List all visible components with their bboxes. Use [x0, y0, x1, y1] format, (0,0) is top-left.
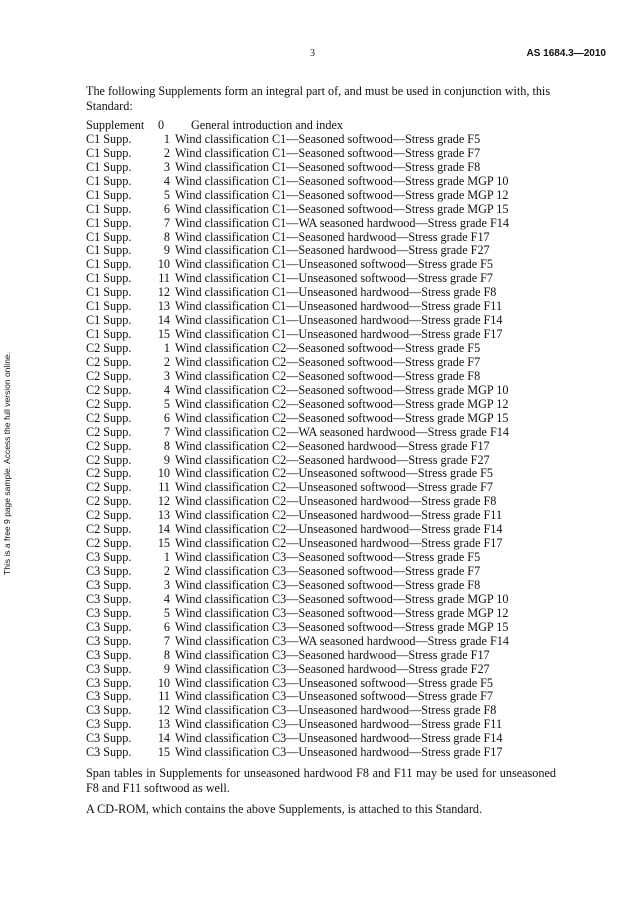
supplement-number: 3	[163, 577, 170, 592]
standard-reference: AS 1684.3—2010	[526, 48, 606, 59]
supplement-row	[86, 746, 556, 760]
supplement-number: 9	[163, 661, 170, 676]
supplement-label: C1 Supp.	[86, 215, 132, 230]
supplement-number: 14	[157, 522, 170, 537]
supplement-description: Wind classification C1—Seasoned softwood—Stress grade F7	[175, 145, 481, 160]
supplement-label: C3 Supp.	[86, 564, 132, 578]
supplement-number: 2	[163, 354, 170, 369]
supplement-description: General introduction and index	[191, 118, 343, 132]
supplement-label: C1 Supp.	[86, 299, 132, 314]
supplement-number: 11	[158, 689, 170, 704]
supplement-description: Wind classification C1—Seasoned softwood—Stress grade MGP 12	[175, 187, 509, 202]
supplement-description: Wind classification C3—Seasoned softwood—Stress grade F7	[175, 564, 481, 578]
supplement-description: Wind classification C3—Unseasoned hardwood—Stress grade F11	[175, 717, 503, 732]
supplement-number: 14	[157, 313, 170, 328]
supplement-description: Wind classification C3—WA seasoned hardwood—Stress grade F14	[175, 633, 509, 648]
supplement-row	[86, 328, 556, 342]
supplement-row	[86, 370, 556, 384]
supplement-row	[86, 203, 556, 217]
supplement-number: 13	[157, 508, 170, 523]
supplement-row	[86, 258, 556, 272]
supplement-label: C2 Supp.	[86, 354, 132, 369]
sample-side-note: This is a free 9 page sample. Access the full version online.	[2, 351, 12, 575]
supplement-row	[86, 231, 556, 245]
supplement-description: Wind classification C3—Seasoned softwood—Stress grade MGP 10	[175, 591, 509, 606]
supplement-number: 6	[163, 619, 170, 634]
supplement-row	[86, 704, 556, 718]
supplement-number: 13	[157, 299, 170, 314]
supplement-label: C1 Supp.	[86, 271, 132, 286]
supplement-label: C3 Supp.	[86, 591, 132, 606]
supplement-row	[86, 426, 556, 440]
supplement-number: 4	[163, 591, 170, 606]
supplement-label: C3 Supp.	[86, 689, 132, 704]
supplement-number: 7	[163, 633, 170, 648]
intro-paragraph: The following Supplements form an integral part of, and must be used in conjunction with, this Standard:	[86, 84, 551, 113]
supplement-label: C3 Supp.	[86, 731, 132, 746]
supplement-row	[86, 342, 556, 356]
supplement-label: C2 Supp.	[86, 466, 132, 481]
supplement-label: C2 Supp.	[86, 522, 132, 537]
supplement-row	[86, 356, 556, 370]
supplement-number: 8	[163, 229, 170, 244]
supplement-description: Wind classification C3—Seasoned hardwood—Stress grade F27	[175, 661, 490, 676]
supplement-description: Wind classification C1—Unseasoned softwood—Stress grade F5	[175, 257, 494, 272]
supplement-number: 4	[163, 382, 170, 397]
supplement-number: 5	[163, 396, 170, 411]
supplement-label: C3 Supp.	[86, 717, 132, 732]
supplement-row	[86, 663, 556, 677]
supplement-description: Wind classification C3—Seasoned hardwood—Stress grade F17	[175, 647, 490, 662]
supplement-label: C2 Supp.	[86, 368, 132, 383]
supplement-row	[86, 635, 556, 649]
supplement-number: 4	[163, 173, 170, 188]
supplement-row	[86, 119, 556, 133]
supplement-row	[86, 384, 556, 398]
supplement-label: C3 Supp.	[86, 661, 132, 676]
supplement-number: 6	[163, 201, 170, 216]
supplement-number: 15	[157, 536, 170, 551]
supplement-description: Wind classification C3—Unseasoned softwood—Stress grade F5	[175, 675, 494, 690]
supplement-number: 0	[158, 118, 165, 132]
supplement-label: C1 Supp.	[86, 159, 132, 174]
supplement-row	[86, 718, 556, 732]
supplement-number: 1	[163, 341, 170, 355]
supplement-description: Wind classification C2—Unseasoned hardwood—Stress grade F14	[175, 522, 503, 537]
supplement-label: C1 Supp.	[86, 145, 132, 160]
supplement-label: C1 Supp.	[86, 201, 132, 216]
supplement-description: Wind classification C2—Seasoned softwood—Stress grade MGP 12	[175, 396, 509, 411]
supplement-row	[86, 649, 556, 663]
supplement-number: 12	[157, 285, 170, 300]
supplement-label: C2 Supp.	[86, 508, 132, 523]
supplement-description: Wind classification C1—Unseasoned softwood—Stress grade F7	[175, 271, 494, 286]
supplement-label: C1 Supp.	[86, 313, 132, 328]
supplement-label: C3 Supp.	[86, 619, 132, 634]
supplement-row	[86, 147, 556, 161]
supplement-label: C3 Supp.	[86, 647, 132, 662]
supplement-description: Wind classification C1—Seasoned softwood—Stress grade MGP 10	[175, 173, 509, 188]
supplement-label: C2 Supp.	[86, 396, 132, 411]
supplement-label: C2 Supp.	[86, 410, 132, 425]
supplement-number: 6	[163, 410, 170, 425]
supplement-description: Wind classification C3—Unseasoned hardwood—Stress grade F17	[175, 745, 503, 760]
supplement-label: C1 Supp.	[86, 327, 132, 342]
supplement-row	[86, 467, 556, 481]
supplement-label: C1 Supp.	[86, 229, 132, 244]
supplement-label: C2 Supp.	[86, 480, 132, 495]
supplement-row	[86, 175, 556, 189]
supplement-label: C1 Supp.	[86, 285, 132, 300]
supplement-label: C3 Supp.	[86, 703, 132, 718]
supplement-row	[86, 481, 556, 495]
supplement-number: 9	[163, 243, 170, 258]
supplement-number: 9	[163, 452, 170, 467]
supplement-number: 15	[157, 327, 170, 342]
supplements-list	[86, 119, 556, 760]
supplement-description: Wind classification C1—WA seasoned hardwood—Stress grade F14	[175, 215, 509, 230]
supplement-row	[86, 272, 556, 286]
supplement-row	[86, 189, 556, 203]
page-content	[86, 84, 556, 817]
supplement-number: 12	[157, 494, 170, 509]
supplement-row	[86, 495, 556, 509]
supplement-number: 2	[163, 564, 170, 578]
supplement-description: Wind classification C2—Seasoned hardwood—Stress grade F17	[175, 438, 490, 453]
supplement-row	[86, 523, 556, 537]
supplement-number: 7	[163, 424, 170, 439]
supplement-description: Wind classification C1—Unseasoned hardwood—Stress grade F11	[175, 299, 503, 314]
supplement-description: Wind classification C2—Seasoned softwood—Stress grade F5	[175, 341, 481, 355]
supplement-description: Wind classification C1—Unseasoned hardwood—Stress grade F17	[175, 327, 503, 342]
supplement-label: C1 Supp.	[86, 173, 132, 188]
supplement-description: Wind classification C2—Unseasoned hardwood—Stress grade F11	[175, 508, 503, 523]
supplement-label: C2 Supp.	[86, 452, 132, 467]
supplement-number: 5	[163, 605, 170, 620]
supplement-label: C3 Supp.	[86, 550, 132, 565]
supplement-number: 8	[163, 438, 170, 453]
supplement-number: 10	[157, 466, 170, 481]
supplement-number: 14	[157, 731, 170, 746]
supplement-row	[86, 440, 556, 454]
supplement-description: Wind classification C3—Seasoned softwood—Stress grade F8	[175, 577, 481, 592]
supplement-description: Wind classification C1—Unseasoned hardwood—Stress grade F14	[175, 313, 503, 328]
supplement-label: C3 Supp.	[86, 605, 132, 620]
supplement-description: Wind classification C2—Seasoned hardwood—Stress grade F27	[175, 452, 490, 467]
supplement-label: C2 Supp.	[86, 341, 132, 355]
span-tables-note: Span tables in Supplements for unseasoned hardwood F8 and F11 may be used for unseasoned F8 and F11 softwood as well.	[86, 766, 556, 796]
supplement-description: Wind classification C2—Seasoned softwood—Stress grade F7	[175, 354, 481, 369]
supplement-label: C2 Supp.	[86, 382, 132, 397]
supplement-description: Wind classification C2—Unseasoned softwood—Stress grade F7	[175, 480, 494, 495]
cdrom-note: A CD-ROM, which contains the above Supplements, is attached to this Standard.	[86, 802, 483, 817]
supplement-row	[86, 412, 556, 426]
supplement-row	[86, 565, 556, 579]
supplement-number: 1	[163, 131, 170, 146]
supplement-row	[86, 398, 556, 412]
supplement-description: Wind classification C3—Unseasoned softwood—Stress grade F7	[175, 689, 494, 704]
supplement-label: C2 Supp.	[86, 536, 132, 551]
supplement-label: C3 Supp.	[86, 577, 132, 592]
supplement-description: Wind classification C1—Seasoned softwood—Stress grade MGP 15	[175, 201, 509, 216]
supplement-description: Wind classification C1—Seasoned softwood—Stress grade F8	[175, 159, 481, 174]
supplement-description: Wind classification C3—Unseasoned hardwood—Stress grade F8	[175, 703, 497, 718]
supplement-number: 7	[163, 215, 170, 230]
supplement-row	[86, 537, 556, 551]
supplement-description: Wind classification C1—Seasoned softwood—Stress grade F5	[175, 131, 481, 146]
supplement-number: 11	[158, 271, 170, 286]
supplement-row	[86, 607, 556, 621]
supplement-description: Wind classification C2—Seasoned softwood—Stress grade F8	[175, 368, 481, 383]
supplement-label: C1 Supp.	[86, 187, 132, 202]
supplement-description: Wind classification C3—Seasoned softwood—Stress grade MGP 12	[175, 605, 509, 620]
supplement-description: Wind classification C3—Seasoned softwood—Stress grade MGP 15	[175, 619, 509, 634]
supplement-label: C3 Supp.	[86, 675, 132, 690]
supplement-row	[86, 244, 556, 258]
supplement-description: Wind classification C2—Unseasoned hardwood—Stress grade F17	[175, 536, 503, 551]
supplement-row	[86, 732, 556, 746]
supplement-row	[86, 509, 556, 523]
supplement-description: Wind classification C2—Seasoned softwood—Stress grade MGP 15	[175, 410, 509, 425]
supplement-number: 3	[163, 368, 170, 383]
supplement-row	[86, 677, 556, 691]
supplement-row	[86, 300, 556, 314]
supplement-number: 5	[163, 187, 170, 202]
supplement-number: 3	[163, 159, 170, 174]
supplement-number: 1	[163, 550, 170, 565]
supplement-description: Wind classification C3—Seasoned softwood—Stress grade F5	[175, 550, 481, 565]
supplement-description: Wind classification C1—Unseasoned hardwood—Stress grade F8	[175, 285, 497, 300]
supplement-label: C2 Supp.	[86, 494, 132, 509]
supplement-number: 10	[157, 257, 170, 272]
supplement-description: Wind classification C2—WA seasoned hardwood—Stress grade F14	[175, 424, 509, 439]
supplement-number: 10	[157, 675, 170, 690]
page-number: 3	[310, 48, 315, 59]
supplement-row	[86, 133, 556, 147]
supplement-label: C3 Supp.	[86, 633, 132, 648]
supplement-number: 12	[157, 703, 170, 718]
supplement-number: 15	[157, 745, 170, 760]
supplement-row	[86, 593, 556, 607]
supplement-label: C3 Supp.	[86, 745, 132, 760]
supplement-number: 8	[163, 647, 170, 662]
supplement-row	[86, 621, 556, 635]
supplement-row	[86, 314, 556, 328]
supplement-row	[86, 579, 556, 593]
supplement-row	[86, 551, 556, 565]
supplement-label: Supplement	[86, 118, 145, 132]
supplement-number: 13	[157, 717, 170, 732]
supplement-row	[86, 161, 556, 175]
supplement-description: Wind classification C2—Seasoned softwood—Stress grade MGP 10	[175, 382, 509, 397]
supplement-label: C1 Supp.	[86, 257, 132, 272]
supplement-label: C2 Supp.	[86, 424, 132, 439]
supplement-row	[86, 454, 556, 468]
supplement-row	[86, 217, 556, 231]
supplement-label: C2 Supp.	[86, 438, 132, 453]
supplement-row	[86, 690, 556, 704]
supplement-description: Wind classification C1—Seasoned hardwood—Stress grade F27	[175, 243, 490, 258]
supplement-description: Wind classification C2—Unseasoned hardwood—Stress grade F8	[175, 494, 497, 509]
supplement-number: 2	[163, 145, 170, 160]
supplement-row	[86, 286, 556, 300]
supplement-description: Wind classification C1—Seasoned hardwood—Stress grade F17	[175, 229, 490, 244]
supplement-number: 11	[158, 480, 170, 495]
supplement-label: C1 Supp.	[86, 243, 132, 258]
supplement-label: C1 Supp.	[86, 131, 132, 146]
supplement-description: Wind classification C2—Unseasoned softwood—Stress grade F5	[175, 466, 494, 481]
supplement-description: Wind classification C3—Unseasoned hardwood—Stress grade F14	[175, 731, 503, 746]
